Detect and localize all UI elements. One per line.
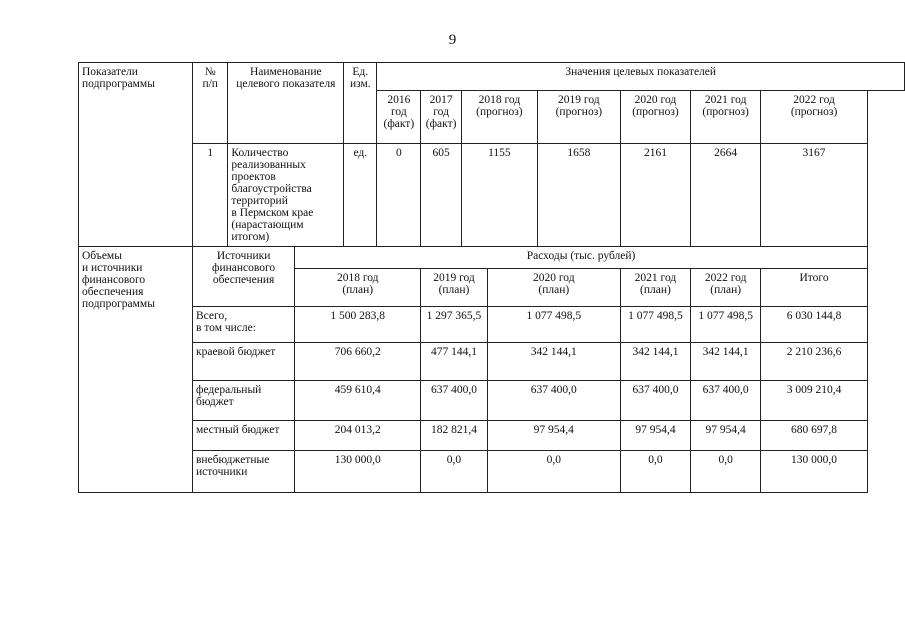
amount-2018: 204 013,2 [295,421,421,451]
amount-2020: 97 954,4 [487,421,620,451]
num-header: № п/п [193,63,228,144]
amount-2018: 130 000,0 [295,451,421,493]
subprogram-passport-table [78,62,905,493]
indicator-row-name: Количество реализованных проектов благоустройства территорий в Пермском крае (нарастающим итогом) [228,144,344,247]
sources-header: Источники финансового обеспечения [193,247,295,307]
financing-row [79,307,905,343]
amount-total: 6 030 144,8 [761,307,868,343]
amount-2021: 0,0 [620,451,690,493]
amount-2020: 637 400,0 [487,381,620,421]
plan-header-2022: 2022 год (план) [691,269,761,307]
source-label: краевой бюджет [193,343,295,381]
unit-header: Ед. изм. [344,63,377,144]
plan-header-2019: 2019 год (план) [421,269,487,307]
amount-2022: 637 400,0 [691,381,761,421]
amount-2021: 342 144,1 [620,343,690,381]
amount-2019: 637 400,0 [421,381,487,421]
year-header-2019: 2019 год (прогноз) [537,91,620,144]
year-header-2016: 2016 год (факт) [377,91,421,144]
indicator-value-2016: 0 [377,144,421,247]
source-label: местный бюджет [193,421,295,451]
financing-row [79,451,905,493]
year-header-2018: 2018 год (прогноз) [461,91,537,144]
year-header-2021: 2021 год (прогноз) [691,91,761,144]
year-header-2020: 2020 год (прогноз) [620,91,690,144]
indicator-row-unit: ед. [344,144,377,247]
indicator-value-2018: 1155 [461,144,537,247]
source-label: федеральный бюджет [193,381,295,421]
amount-total: 2 210 236,6 [761,343,868,381]
year-header-2022: 2022 год (прогноз) [761,91,868,144]
indicator-row-num: 1 [193,144,228,247]
indicators-section-label: Показатели подпрограммы [79,63,193,247]
amount-2020: 0,0 [487,451,620,493]
amount-2020: 1 077 498,5 [487,307,620,343]
amount-2019: 477 144,1 [421,343,487,381]
plan-header-2021: 2021 год (план) [620,269,690,307]
expenses-title: Расходы (тыс. рублей) [295,247,868,269]
indicator-name-header: Наименование целевого показателя [228,63,344,144]
indicator-value-2017: 605 [421,144,462,247]
amount-2022: 1 077 498,5 [691,307,761,343]
amount-2019: 1 297 365,5 [421,307,487,343]
amount-2022: 97 954,4 [691,421,761,451]
indicator-value-2020: 2161 [620,144,690,247]
amount-2018: 1 500 283,8 [295,307,421,343]
amount-2020: 342 144,1 [487,343,620,381]
amount-2019: 0,0 [421,451,487,493]
amount-total: 680 697,8 [761,421,868,451]
page-number: 9 [448,32,457,48]
source-label: внебюджетные источники [193,451,295,493]
financing-row [79,421,905,451]
amount-2021: 97 954,4 [620,421,690,451]
indicator-value-2019: 1658 [537,144,620,247]
financing-row [79,343,905,381]
source-label: Всего, в том числе: [193,307,295,343]
plan-header-2020: 2020 год (план) [487,269,620,307]
amount-2018: 706 660,2 [295,343,421,381]
target-values-title: Значения целевых показателей [377,63,905,91]
amount-2018: 459 610,4 [295,381,421,421]
plan-header-2018: 2018 год (план) [295,269,421,307]
amount-2019: 182 821,4 [421,421,487,451]
amount-2022: 0,0 [691,451,761,493]
indicator-value-2021: 2664 [691,144,761,247]
amount-total: 3 009 210,4 [761,381,868,421]
indicator-value-2022: 3167 [761,144,868,247]
plan-header-total: Итого [761,269,868,307]
amount-2022: 342 144,1 [691,343,761,381]
amount-2021: 1 077 498,5 [620,307,690,343]
year-header-2017: 2017 год (факт) [421,91,462,144]
financing-row [79,381,905,421]
amount-total: 130 000,0 [761,451,868,493]
financing-section-label: Объемы и источники финансового обеспечения подпрограммы [79,247,193,493]
amount-2021: 637 400,0 [620,381,690,421]
